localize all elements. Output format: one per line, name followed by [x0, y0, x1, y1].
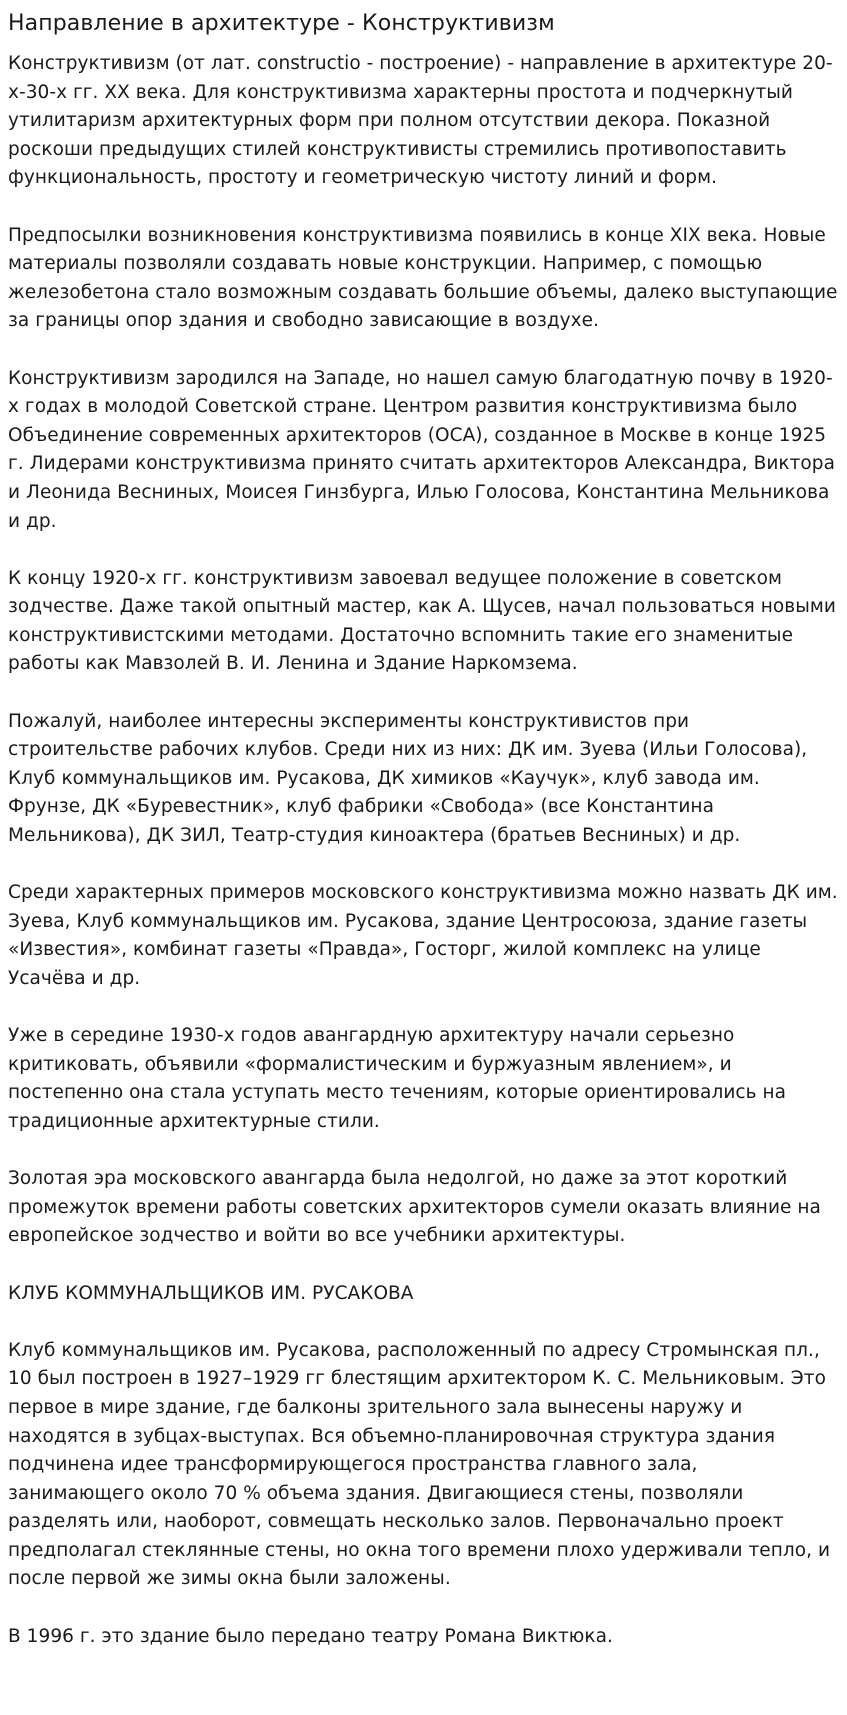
paragraph: К концу 1920-х гг. конструктивизм завоевал ведущее положение в советском зодчестве. Даже такой опытный мастер, как А. Щусев, начал пользоваться новыми конструктивистскими методами. Достаточно вспомнить такие его знаменитые работы как Мавзолей В. И. Ленина и Здание Наркомзема.	[8, 567, 836, 675]
paragraph: Конструктивизм (от лат. constructio - построение) - направление в архитектуре 20-х-30-х гг. XX века. Для конструктивизма характерны простота и подчеркнутый утилитаризм архитектурных форм при полном отсутствии декора. Показной роскоши предыдущих стилей конструктивисты стремились противопоставить функциональность, простоту и геометрическую чистоту линий и форм.	[8, 53, 833, 189]
paragraph: Предпосылки возникновения конструктивизма появились в конце XIX века. Новые материалы позволяли создавать новые конструкции. Например, с помощью железобетона стало возможным создавать большие объемы, далеко выступающие за границы опор здания и свободно зависающие в воздухе.	[8, 224, 838, 332]
page-title: Направление в архитектуре - Конструктивизм	[8, 11, 555, 36]
section-heading: КЛУБ КОММУНАЛЬЩИКОВ ИМ. РУСАКОВА	[8, 1282, 414, 1304]
paragraph: Уже в середине 1930-х годов авангардную архитектуру начали серьезно критиковать, объявили «формалистическим и буржуазным явлением», и постепенно она стала уступать место течениям, которые ориентировались на традиционные архитектурные стили.	[8, 1025, 787, 1132]
paragraph: Пожалуй, наиболее интересны эксперименты конструктивистов при строительстве рабочих клубов. Среди них из них: ДК им. Зуева (Ильи Голосова), Клуб коммунальщиков им. Русакова, ДК химиков «Каучук», клуб завода им. Фрунзе, ДК «Буревестник», клуб фабрики «Свобода» (все Константина Мельникова), ДК ЗИЛ, Театр-студия киноактера (братьев Весниных) и др.	[8, 710, 808, 847]
paragraph: Среди характерных примеров московского конструктивизма можно назвать ДК им. Зуева, Клуб коммунальщиков им. Русакова, здание Центросоюза, здание газеты «Известия», комбинат газеты «Правда», Госторг, жилой комплекс на улице Усачёва и др.	[8, 882, 838, 989]
paragraph: В 1996 г. это здание было передано театру Романа Виктюка.	[8, 1625, 613, 1647]
paragraph: Конструктивизм зародился на Западе, но нашел самую благодатную почву в 1920-х годах в молодой Советской стране. Центром развития конструктивизма было Объединение современных архитекторов (ОСА), созданное в Москве в конце 1925 г. Лидерами конструктивизма принято считать архитекторов Александра, Виктора и Леонида Весниных, Моисея Гинзбурга, Илью Голосова, Константина Мельникова и др.	[8, 367, 835, 532]
paragraph: Золотая эра московского авангарда была недолгой, но даже за этот короткий промежуток времени работы советских архитекторов сумели оказать влияние на европейское зодчество и войти во все учебники архитектуры.	[8, 1168, 821, 1247]
paragraph: Клуб коммунальщиков им. Русакова, расположенный по адресу Стромынская пл., 10 был построен в 1927–1929 гг блестящим архитектором К. С. Мельниковым. Это первое в мире здание, где балконы зрительного зала вынесены наружу и находятся в зубцах-выступах. Вся объемно-планировочная структура здания подчинена идее трансформирующегося пространства главного зала, занимающего около 70 % объема здания. Двигающиеся стены, позволяли разделять или, наоборот, совмещать несколько залов. Первоначально проект предполагал стеклянные стены, но окна того времени плохо удерживали тепло, и после первой же зимы окна были заложены.	[8, 1339, 831, 1590]
